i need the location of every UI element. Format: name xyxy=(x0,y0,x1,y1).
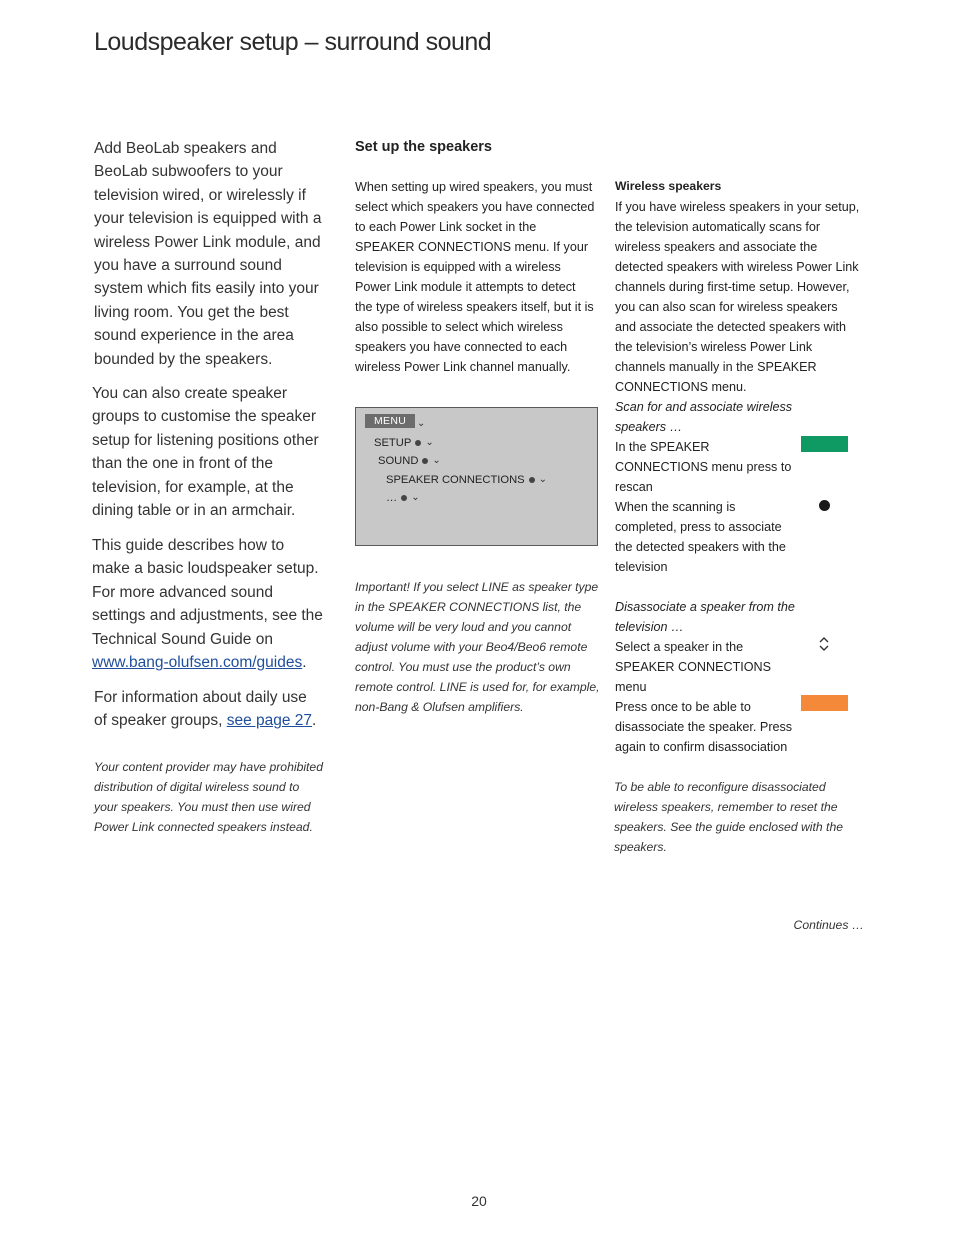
intro-paragraph-2: You can also create speaker groups to customise the speaker setup for listening positions other than the one in front of the television, for example, at the dining table or in an armchair. xyxy=(92,385,319,520)
menu-chevron-icon: ⌄ xyxy=(425,437,434,448)
setup-body: When setting up wired speakers, you must select which speakers you have connected to each Power Link socket in the SPEAKER CONNECTIONS menu. If your television is equipped with a wireless Power Link module it attempts to detect the type of wireless speakers itself, but it is also possible to select which wireless speakers you have connected to each wireless Power Link channel manually. xyxy=(355,180,595,374)
menu-chevron-icon: ⌄ xyxy=(538,474,548,485)
scan-heading: Scan for and associate wireless speakers … xyxy=(615,400,793,434)
menu-dot-icon xyxy=(529,477,535,483)
orange-button-icon xyxy=(801,695,848,711)
guides-link[interactable]: www.bang-olufsen.com/guides xyxy=(92,654,303,672)
wireless-heading: Wireless speakers xyxy=(615,179,722,193)
disassociate-select-step: Select a speaker in the SPEAKER CONNECTIONS menu xyxy=(615,640,772,694)
intro-paragraph-3 xyxy=(92,534,324,674)
menu-chevron-icon: ⌄ xyxy=(417,418,426,429)
menu-item-more xyxy=(386,492,420,504)
menu-item-sound xyxy=(378,455,441,467)
menu-dot-icon xyxy=(415,440,421,446)
intro-paragraph-4-text: For information about daily use of speaker groups, xyxy=(94,689,307,730)
important-note: Important! If you select LINE as speaker type in the SPEAKER CONNECTIONS list, the volume will be very loud and you cannot adjust volume with your Beo4/Beo6 remote control. You must use the product’s own remote control. LINE is used for, for example, non-Bang & Olufsen amplifiers. xyxy=(355,580,600,714)
center-button-icon xyxy=(819,500,830,511)
reconfigure-note: To be able to reconfigure disassociated wireless speakers, remember to reset the speakers. See the guide enclosed with the speakers. xyxy=(614,780,844,854)
up-down-arrow-icon xyxy=(818,636,830,652)
page-27-link[interactable]: see page 27 xyxy=(226,712,313,730)
continues-label: Continues … xyxy=(793,918,864,932)
menu-item-sound-label: SOUND xyxy=(378,455,419,467)
menu-tag: MENU xyxy=(365,414,415,428)
intro-paragraph-3-text: This guide describes how to make a basic loudspeaker setup. For more advanced sound settings and adjustments, see the Technical Sound Guide on xyxy=(92,537,323,648)
intro-paragraph-4-end: . xyxy=(312,712,317,730)
provider-note: Your content provider may have prohibited distribution of digital wireless sound to your speakers. You must then use wired Power Link connected speakers instead. xyxy=(94,760,323,834)
page-number: 20 xyxy=(471,1193,487,1209)
menu-item-speaker-connections xyxy=(386,474,547,486)
disassociate-heading: Disassociate a speaker from the television … xyxy=(615,600,795,634)
wireless-body: If you have wireless speakers in your setup, the television automatically scans for wireless speakers and associate the detected speakers with wireless Power Link channels during first-time setup. However, you can also scan for wireless speakers and associate the detected speakers with the television’s wireless Power Link channels manually in the SPEAKER CONNECTIONS menu. xyxy=(615,200,860,394)
menu-item-setup-label: SETUP xyxy=(374,437,412,449)
disassociate-press-step: Press once to be able to disassociate the speaker. Press again to confirm disassociation xyxy=(615,700,793,754)
menu-dot-icon xyxy=(422,458,428,464)
intro-paragraph-1: Add BeoLab speakers and BeoLab subwoofers to your television wired, or wirelessly if your television is equipped with a wireless Power Link module, and you have a surround sound system which fits easily into your living room. You get the best sound experience in the area bounded by the speakers. xyxy=(94,140,322,368)
scan-step: In the SPEAKER CONNECTIONS menu press to rescan xyxy=(615,440,792,494)
menu-item-more-label: … xyxy=(386,492,398,504)
menu-screen xyxy=(355,407,598,546)
setup-heading: Set up the speakers xyxy=(355,139,492,155)
menu-chevron-icon: ⌄ xyxy=(411,492,420,503)
intro-paragraph-3-end: . xyxy=(302,654,307,672)
intro-paragraph-4 xyxy=(94,686,324,733)
scan-done-step: When the scanning is completed, press to associate the detected speakers with the television xyxy=(615,500,786,574)
page-title: Loudspeaker setup – surround sound xyxy=(94,28,492,56)
menu-chevron-icon: ⌄ xyxy=(432,455,441,466)
menu-item-setup xyxy=(374,437,434,449)
menu-item-speaker-connections-label: SPEAKER CONNECTIONS xyxy=(386,474,525,486)
green-button-icon xyxy=(801,436,848,452)
menu-dot-icon xyxy=(401,495,407,501)
